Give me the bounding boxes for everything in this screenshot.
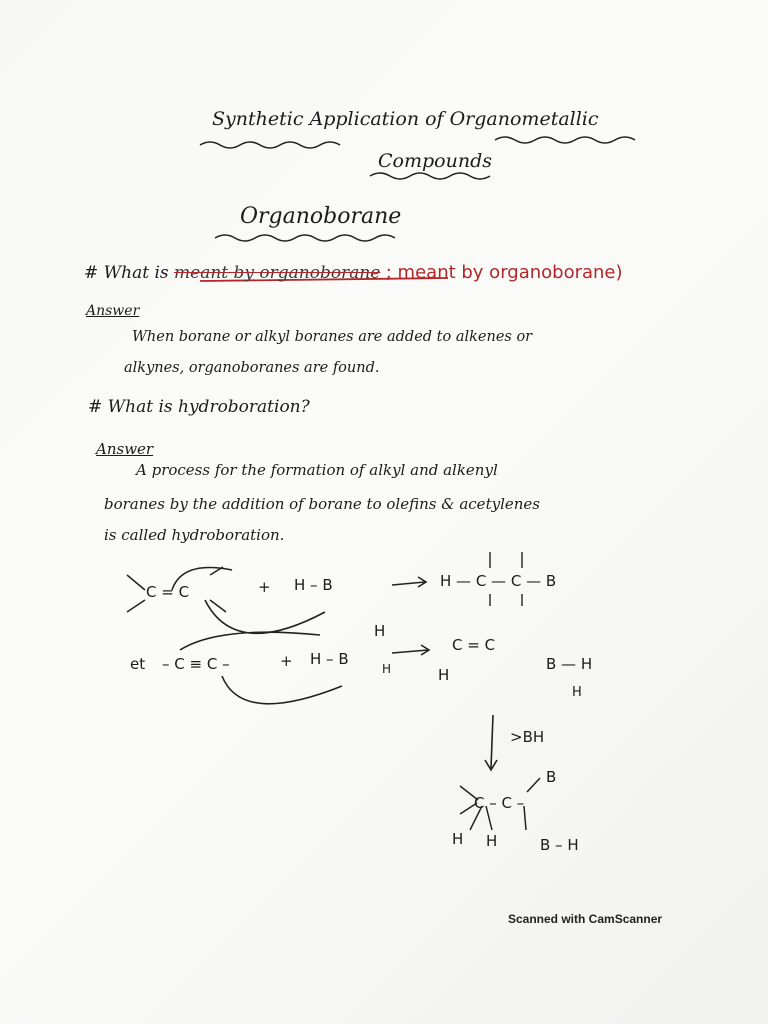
question-1-struck-text: meant by organoborane	[174, 263, 381, 283]
reaction-2-product-h: H	[438, 666, 450, 684]
reaction-1-plus: +	[258, 578, 271, 596]
answer-2-label: Answer	[96, 440, 154, 458]
reaction-2-reagent-h-top: H	[374, 622, 386, 640]
final-product-backbone: C – C –	[474, 794, 525, 812]
reaction-2-lead: et	[130, 655, 146, 673]
camscanner-watermark: Scanned with CamScanner	[508, 912, 663, 926]
title-line-2: Compounds	[378, 150, 492, 172]
reaction-1-reagent: H – B	[294, 576, 333, 594]
answer-2-line-2: boranes by the addition of borane to olefins & acetylenes	[104, 495, 540, 513]
final-product-b: B	[546, 768, 557, 786]
subheading: Organoborane	[240, 204, 402, 229]
title-line-1: Synthetic Application of Organometallic	[212, 108, 599, 130]
step-reagent: >BH	[510, 728, 545, 746]
answer-1-line-2: alkynes, organoboranes are found.	[124, 360, 380, 376]
final-product-bh: B – H	[540, 836, 579, 854]
question-2: # What is hydroboration?	[88, 397, 310, 417]
question-1-correction: ; meant by organoborane)	[385, 262, 623, 283]
reaction-2-plus: +	[280, 652, 293, 670]
question-1-prefix: # What is	[84, 263, 169, 283]
alkene-c-equals-c: C = C	[146, 583, 190, 601]
reaction-2-product-h-bottom: H	[572, 685, 582, 700]
question-1	[84, 262, 623, 283]
answer-1-line-1: When borane or alkyl boranes are added to alkenes or	[132, 329, 533, 345]
reaction-2-reagent: H – B	[310, 650, 349, 668]
reaction-1-product: H — C — C — B	[440, 572, 557, 590]
answer-1-label: Answer	[86, 303, 140, 319]
final-product-h-2: H	[486, 832, 498, 850]
final-product-h-1: H	[452, 830, 464, 848]
answer-2-line-1: A process for the formation of alkyl and alkenyl	[136, 461, 498, 479]
answer-2-line-3: is called hydroboration.	[104, 526, 285, 544]
reaction-2-reagent-h-bottom: H	[382, 662, 392, 676]
reaction-2-product-alkene: C = C	[452, 636, 496, 654]
reaction-2-product-bh: B — H	[546, 655, 593, 673]
reaction-2-alkyne: – C ≡ C –	[162, 655, 230, 673]
